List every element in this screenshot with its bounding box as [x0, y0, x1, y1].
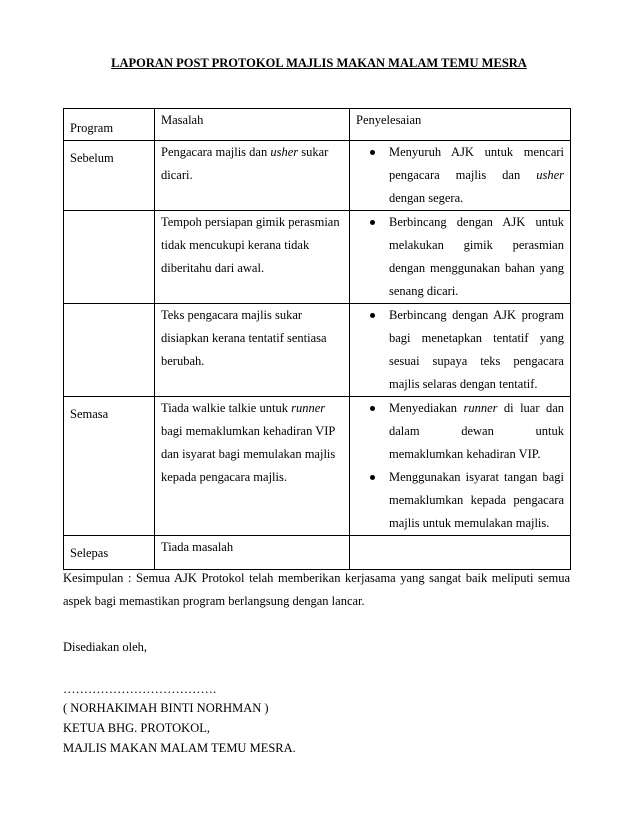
cell-penyelesaian	[350, 397, 571, 536]
header-masalah: Masalah	[155, 109, 350, 141]
cell-masalah: Tiada walkie talkie untuk runner bagi memaklumkan kehadiran VIP dan isyarat bagi memulakan majlis kepada pengacara majlis.	[155, 397, 350, 536]
cell-masalah: Teks pengacara majlis sukar disiapkan kerana tentatif sentiasa berubah.	[155, 304, 350, 397]
signatory-name: ( NORHAKIMAH BINTI NORHMAN )	[63, 701, 269, 715]
table-body	[64, 141, 571, 570]
solution-item: Menggunakan isyarat tangan bagi memaklumkan kepada pengacara majlis untuk memulakan majlis.	[350, 466, 564, 535]
header-penyelesaian: Penyelesaian	[350, 109, 571, 141]
cell-program: Sebelum	[64, 141, 155, 211]
signature-line: ……………………………….	[63, 682, 217, 696]
signatory-position: KETUA BHG. PROTOKOL,	[63, 721, 210, 735]
cell-penyelesaian	[350, 211, 571, 304]
cell-masalah: Tiada masalah	[155, 536, 350, 570]
table-header-row	[64, 109, 571, 141]
conclusion-text: Kesimpulan : Semua AJK Protokol telah memberikan kerjasama yang sangat baik meliputi semua aspek bagi memastikan program berlangsung dengan lancar.	[63, 571, 570, 608]
solution-item: Berbincang dengan AJK program bagi menetapkan tentatif yang sesuai supaya teks pengacara majlis selaras dengan tentatif.	[350, 304, 564, 396]
cell-masalah: Pengacara majlis dan usher sukar dicari.	[155, 141, 350, 211]
solution-item: Berbincang dengan AJK untuk melakukan gimik perasmian dengan menggunakan bahan yang senang dicari.	[350, 211, 564, 303]
table-row	[64, 536, 571, 570]
prepared-by-label: Disediakan oleh,	[63, 640, 148, 654]
table-row	[64, 141, 571, 211]
cell-penyelesaian	[350, 304, 571, 397]
cell-penyelesaian	[350, 536, 571, 570]
cell-program: Selepas	[64, 536, 155, 570]
solution-item: Menyediakan runner di luar dan dalam dewan untuk memaklumkan kehadiran VIP.	[350, 397, 564, 466]
table-row	[64, 397, 571, 536]
report-title: LAPORAN POST PROTOKOL MAJLIS MAKAN MALAM TEMU MESRA	[111, 56, 527, 70]
table-row	[64, 304, 571, 397]
cell-program	[64, 211, 155, 304]
header-program: Program	[64, 109, 155, 141]
signatory-organization: MAJLIS MAKAN MALAM TEMU MESRA.	[63, 741, 296, 755]
cell-program	[64, 304, 155, 397]
solution-item: Menyuruh AJK untuk mencari pengacara majlis dan usher dengan segera.	[350, 141, 564, 210]
table-row	[64, 211, 571, 304]
report-table	[63, 108, 571, 570]
cell-masalah: Tempoh persiapan gimik perasmian tidak mencukupi kerana tidak diberitahu dari awal.	[155, 211, 350, 304]
cell-program: Semasa	[64, 397, 155, 536]
cell-penyelesaian	[350, 141, 571, 211]
